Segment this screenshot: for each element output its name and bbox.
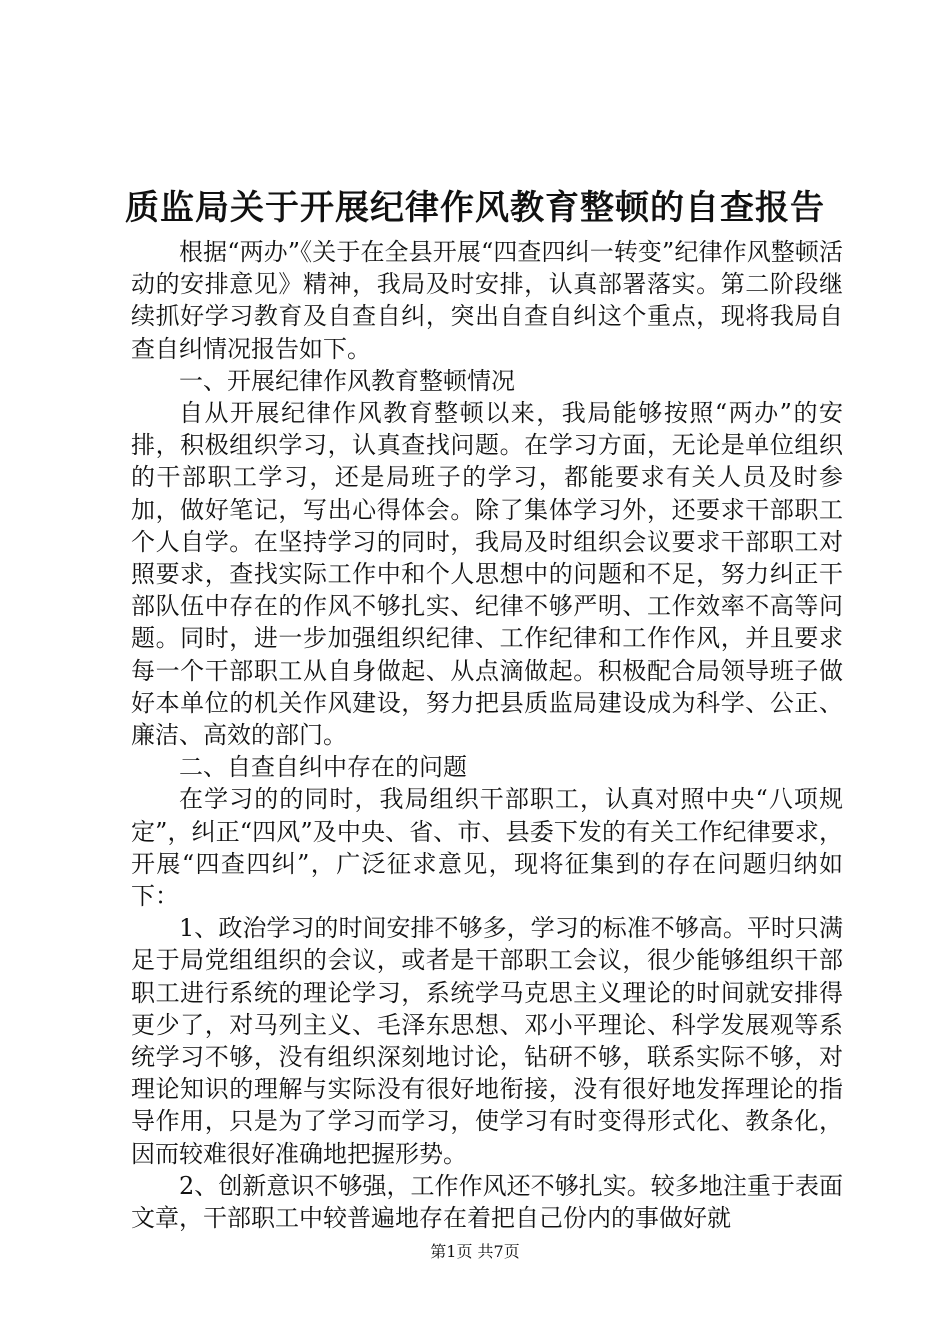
section-2-paragraph: 在学习的的同时，我局组织干部职工，认真对照中央“八项规定”，纠正“四风”及中央、省、市、县委下发的有关工作纪律要求，开展“四查四纠”，广泛征求意见，现将征集到的存在问题归纳如下： (131, 785, 843, 911)
section-1-paragraph: 自从开展纪律作风教育整顿以来，我局能够按照“两办”的安排，积极组织学习，认真查找问题。在学习方面，无论是单位组织的干部职工学习，还是局班子的学习，都能要求有关人员及时参加，做好笔记，写出心得体会。除了集体学习外，还要求干部职工个人自学。在坚持学习的同时，我局及时组织会议要求干部职工对照要求，查找实际工作中和个人思想中的问题和不足，努力纠正干部队伍中存在的作风不够扎实、纪律不够严明、工作效率不高等问题。同时，进一步加强组织纪律、工作纪律和工作作风，并且要求每一个干部职工从自身做起、从点滴做起。积极配合局领导班子做好本单位的机关作风建设，努力把县质监局建设成为科学、公正、廉洁、高效的部门。 (131, 399, 843, 750)
section-heading-2: 二、自查自纠中存在的问题 (179, 753, 467, 782)
problem-item-1: 1、政治学习的时间安排不够多，学习的标准不够高。平时只满足于局党组组织的会议，或者是干部职工会议，很少能够组织干部职工进行系统的理论学习，系统学马克思主义理论的时间就安排得更少了，对马列主义、毛泽东思想、邓小平理论、科学发展观等系统学习不够，没有组织深刻地讨论，钻研不够，联系实际不够，对理论知识的理解与实际没有很好地衔接，没有很好地发挥理论的指导作用，只是为了学习而学习，使学习有时变得形式化、教条化，因而较难很好准确地把握形势。 (131, 914, 843, 1168)
section-heading-1: 一、开展纪律作风教育整顿情况 (179, 366, 515, 395)
problem-item-2: 2、创新意识不够强，工作作风还不够扎实。较多地注重于表面文章，干部职工中较普遍地存在着把自己份内的事做好就 (131, 1171, 843, 1233)
intro-paragraph: 根据“两办”《关于在全县开展“四查四纠一转变”纪律作风整顿活动的安排意见》精神，我局及时安排，认真部署落实。第二阶段继续抓好学习教育及自查自纠，突出自查自纠这个重点，现将我局自查自纠情况报告如下。 (131, 238, 843, 363)
page-footer: 第1页 共7页 (430, 1242, 520, 1261)
document-title: 质监局关于开展纪律作风教育整顿的自查报告 (125, 188, 825, 228)
document-body (131, 236, 843, 1234)
